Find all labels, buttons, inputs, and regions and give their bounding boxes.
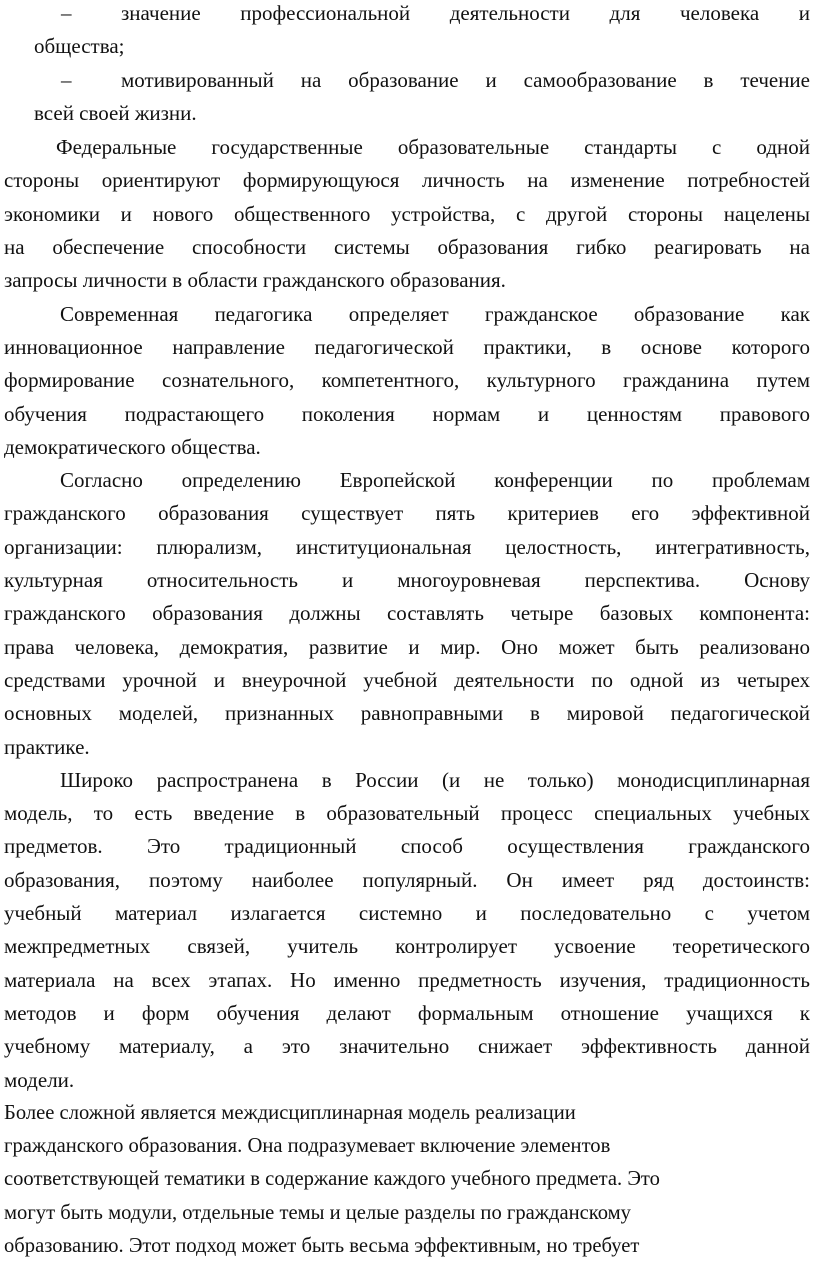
paragraph-line: Современная педагогика определяет гражданское образование как — [60, 301, 810, 326]
paragraph-line: практике. — [4, 734, 90, 759]
list-item-line: всей своей жизни. — [34, 100, 197, 125]
paragraph-line: гражданского образования. Она подразумевает включение элементов — [4, 1135, 611, 1158]
paragraph-line: права человека, демократия, развитие и мир. Оно может быть реализовано — [4, 634, 810, 659]
paragraph-line: формирование сознательного, компетентного, культурного гражданина путем — [4, 368, 810, 393]
paragraph-line: обучения подрастающего поколения нормам и ценностям правового — [4, 401, 810, 426]
paragraph — [0, 131, 816, 297]
paragraph-line: средствами урочной и внеурочной учебной деятельности по одной из четырех — [4, 667, 810, 692]
paragraph-line: образования, поэтому наиболее популярный. Он имеет ряд достоинств: — [4, 867, 810, 892]
paragraph-line: методов и форм обучения делают формальным отношение учащихся к — [4, 1000, 810, 1025]
paragraph-final — [0, 1097, 816, 1263]
paragraph-line: материала на всех этапах. Но именно предметность изучения, традиционность — [4, 967, 810, 992]
list-item-line: – мотивированный на образование и самообразование в течение — [61, 67, 810, 92]
list-item — [0, 0, 816, 64]
paragraph-line: образованию. Этот подход может быть весьма эффективным, но требует — [4, 1234, 640, 1257]
paragraph-line: Согласно определению Европейской конференции по проблемам — [60, 468, 810, 493]
paragraph-line: Федеральные государственные образовательные стандарты с одной — [56, 135, 810, 160]
paragraph-line: Широко распространена в России (и не только) монодисциплинарная — [60, 767, 810, 792]
paragraph-line: гражданского образования существует пять критериев его эффективной — [4, 501, 810, 526]
paragraph-line: экономики и нового общественного устройства, с другой стороны нацелены — [4, 201, 810, 226]
paragraph-line: Более сложной является междисциплинарная модель реализации — [4, 1101, 576, 1124]
paragraph-line: учебный материал излагается системно и последовательно с учетом — [4, 901, 810, 926]
list-item-line: – значение профессиональной деятельности для человека и — [61, 1, 810, 25]
paragraph-line: запросы личности в области гражданского образования. — [4, 268, 506, 293]
paragraph-line: межпредметных связей, учитель контролирует усвоение теоретического — [4, 934, 810, 959]
paragraph-line: основных моделей, признанных равноправными в мировой педагогической — [4, 701, 810, 726]
paragraph — [0, 464, 816, 764]
paragraph-line: предметов. Это традиционный способ осуществления гражданского — [4, 834, 810, 859]
paragraph-line: организации: плюрализм, институциональная целостность, интегративность, — [4, 534, 810, 559]
paragraph-line: демократического общества. — [4, 434, 261, 459]
paragraph-line: культурная относительность и многоуровневая перспектива. Основу — [4, 568, 810, 593]
paragraph-line: гражданского образования должны составлять четыре базовых компонента: — [4, 601, 810, 626]
paragraph-line: инновационное направление педагогической практики, в основе которого — [4, 334, 810, 359]
paragraph-line: на обеспечение способности системы образования гибко реагировать на — [4, 235, 810, 260]
list-item — [0, 64, 816, 131]
list-item-line: общества; — [34, 34, 125, 59]
paragraph-line: учебному материалу, а это значительно снижает эффективность данной — [4, 1034, 810, 1059]
paragraph-line: модели. — [4, 1067, 75, 1092]
paragraph-line: соответствующей тематики в содержание каждого учебного предмета. Это — [4, 1168, 660, 1191]
paragraph-line: модель, то есть введение в образовательный процесс специальных учебных — [4, 801, 810, 826]
paragraph-line: стороны ориентируют формирующуюся личность на изменение потребностей — [4, 168, 810, 193]
paragraph — [0, 764, 816, 1097]
paragraph — [0, 298, 816, 464]
paragraph-line: могут быть модули, отдельные темы и целые разделы по гражданскому — [4, 1201, 631, 1224]
